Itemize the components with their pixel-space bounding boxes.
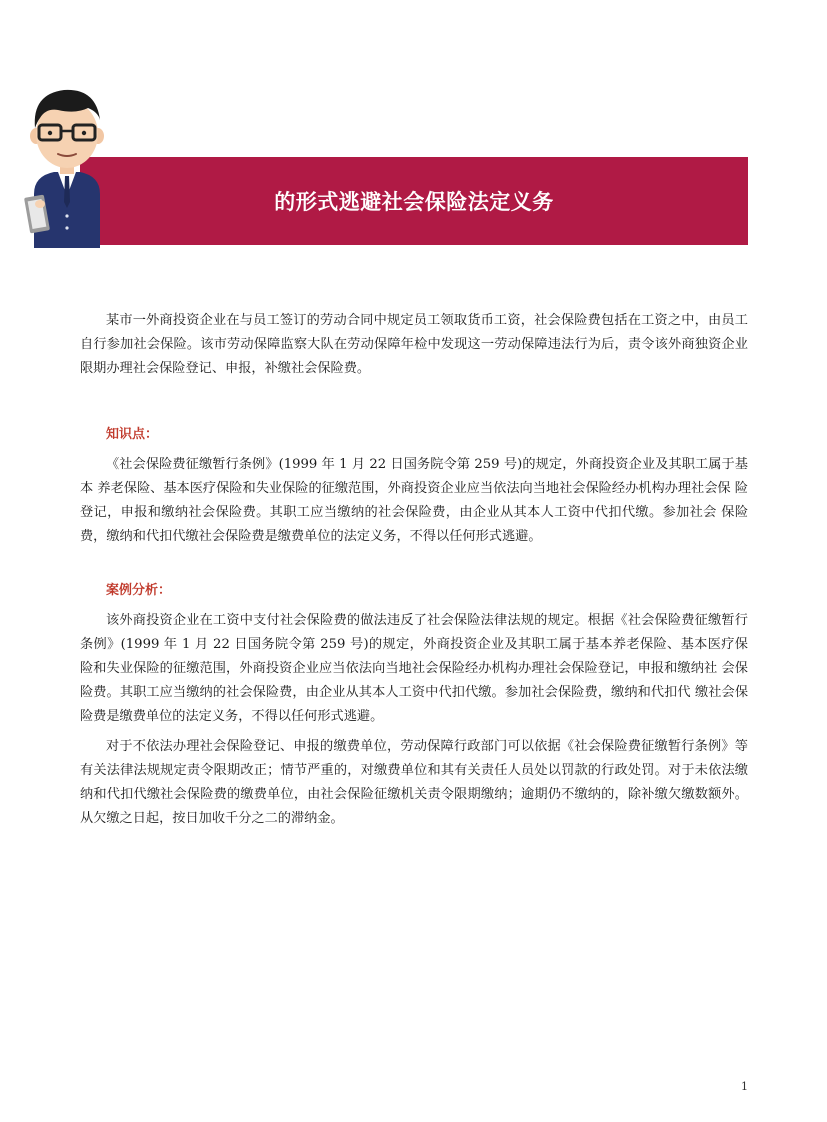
- analysis-paragraph-2: 对于不依法办理社会保险登记、申报的缴费单位，劳动保障行政部门可以依据《社会保险费征缴暂行条例》等有关法律法规规定责令限期改正；情节严重的，对缴费单位和其有关责任人员处以罚款的行政处罚。对于未依法缴纳和代扣代缴社会保险费的缴费单位，由社会保险征缴机关责令限期缴纳；逾期仍不缴纳的，除补缴欠缴数额外。从欠缴之日起，按日加收千分之二的滞纳金。: [80, 739, 748, 826]
- analysis-heading: 案例分析：: [106, 583, 172, 598]
- analysis-paragraph-1: 该外商投资企业在工资中支付社会保险费的做法违反了社会保险法律法规的规定。根据《社会保险费征缴暂行条例》(1999 年 1 月 22 日国务院令第 259 号)的规定，外商投资企业及其职工属于基本养老保险、基本医疗保 险和失业保险的征缴范围，外商投资企业应当依法向当地社会保险经办机构办理社会保险登记，申报和缴纳社 会保险费。其职工应当缴纳的社会保险费，由企业从其本人工资中代扣代缴。参加社会保险费，缴纳和代扣代 缴社会保险费是缴费单位的法定义务，不得以任何形式逃避。: [80, 613, 748, 724]
- document-body: [80, 309, 748, 831]
- intro-paragraph: 某市一外商投资企业在与员工签订的劳动合同中规定员工领取货币工资，社会保险费包括在工资之中，由员工自行参加社会保险。该市劳动保障监察大队在劳动保障年检中发现这一劳动保障违法行为后，责令该外商独资企业限期办理社会保险登记、申报，补缴社会保险费。: [80, 313, 748, 376]
- page-number: 1: [741, 1080, 748, 1093]
- knowledge-heading: 知识点：: [106, 427, 159, 442]
- knowledge-paragraph: 《社会保险费征缴暂行条例》(1999 年 1 月 22 日国务院令第 259 号)的规定，外商投资企业及其职工属于基本 养老保险、基本医疗保险和失业保险的征缴范围，外商投资企业应当依法向当地社会保险经办机构办理社会保 险登记，申报和缴纳社会保险费。其职工应当缴纳的社会保险费，由企业从其本人工资中代扣代缴。参加社会 保险费，缴纳和代扣代缴社会保险费是缴费单位的法定义务，不得以任何形式逃避。: [80, 457, 748, 544]
- page-title: 的形式逃避社会保险法定义务: [274, 190, 554, 214]
